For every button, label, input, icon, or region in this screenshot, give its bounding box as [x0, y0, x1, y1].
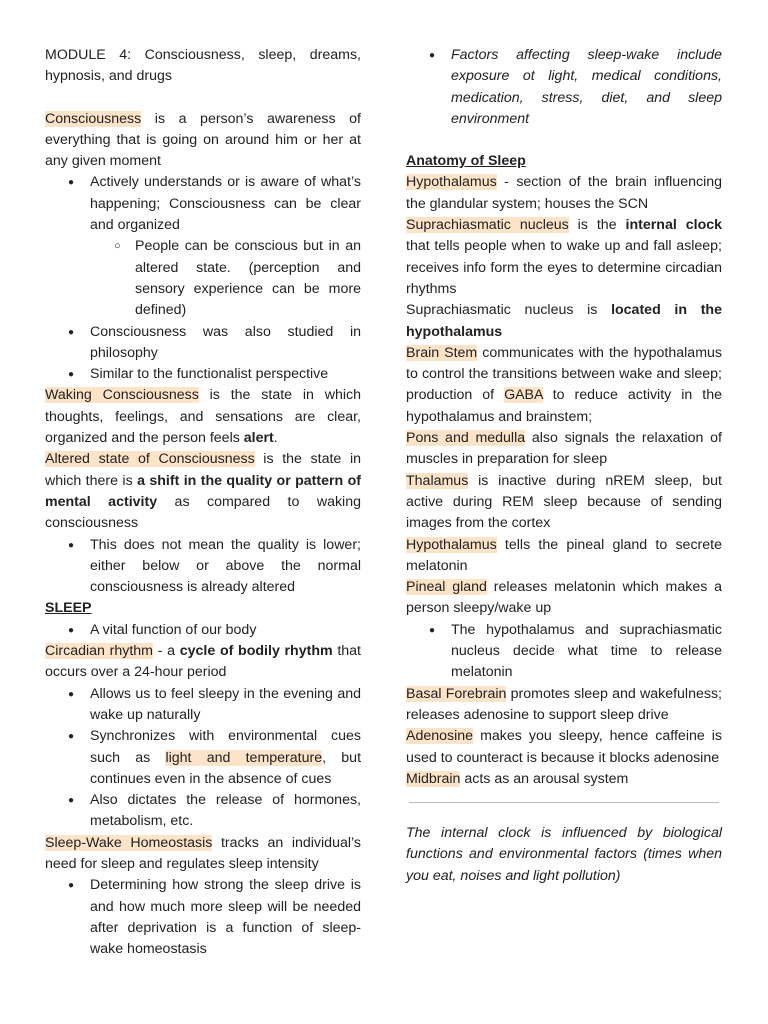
list-item: ● Consciousness was also studied in philosophy: [45, 322, 361, 365]
module-title: MODULE 4: Consciousness, sleep, dreams, hypnosis, and drugs: [45, 47, 361, 85]
right-column: [406, 45, 722, 887]
sub-bullets: [90, 236, 361, 321]
pineal-gland-entry: Pineal gland releases melatonin which makes a person sleepy/wake up: [406, 579, 722, 617]
consciousness-term: Consciousness: [45, 110, 142, 127]
midbrain-entry: Midbrain acts as an arousal system: [406, 770, 629, 787]
left-column: [45, 45, 361, 960]
divider: [409, 802, 719, 803]
circadian-definition: Circadian rhythm - a cycle of bodily rhythm that occurs over a 24-hour period: [45, 643, 361, 681]
list-item: ● Similar to the functionalist perspective: [45, 364, 361, 385]
altered-state-definition: Altered state of Consciousness is the state in which there is a shift in the quality or pattern of mental activity as compared to waking consciousness: [45, 451, 362, 532]
list-item: ● A vital function of our body: [45, 620, 361, 641]
sleep-bullets: [45, 620, 361, 641]
list-item: ● Determining how strong the sleep drive is and how much more sleep will be needed after deprivation is a function of sleep-wake homeostasis: [45, 875, 361, 960]
list-item: ● Factors affecting sleep-wake include exposure ot light, medical conditions, medication, stress, diet, and sleep environment: [406, 45, 722, 130]
brain-stem-entry: Brain Stem communicates with the hypothalamus to control the transitions between wake and sleep; production of GABA to reduce activity in the hypothalamus and brainstem;: [406, 344, 723, 425]
hypothalamus-melatonin-entry: Hypothalamus tells the pineal gland to secrete melatonin: [406, 536, 722, 574]
sleep-heading: SLEEP: [45, 600, 92, 617]
thalamus-entry: Thalamus is inactive during nREM sleep, but active during REM sleep because of sending images from the cortex: [406, 472, 722, 532]
list-item: ● Also dictates the release of hormones, metabolism, etc.: [45, 790, 361, 833]
list-item: ● Synchronizes with environmental cues such as light and temperature, but continues even in the absence of cues: [45, 726, 361, 790]
list-item: ○ People can be conscious but in an altered state. (perception and sensory experience can be more defined): [90, 236, 361, 321]
list-item: ● This does not mean the quality is lower; either below or above the normal consciousness is already altered: [45, 535, 361, 599]
consciousness-definition: Consciousness is a person’s awareness of everything that is going on around him or her at any given moment: [45, 110, 361, 170]
internal-clock-note: The internal clock is influenced by biological functions and environmental factors (times when you eat, noises and light pollution): [406, 825, 722, 884]
factors-bullets: [406, 45, 722, 130]
list-item: ● Allows us to feel sleepy in the evening and wake up naturally: [45, 684, 361, 727]
list-item: ● Actively understands or is aware of what’s happening; Consciousness can be clear and organized ○ People can be conscious but in an altered state. (perception and sensory experience can be more defined): [45, 172, 361, 321]
scn-entry: Suprachiasmatic nucleus is the internal clock that tells people when to wake up and fall asleep; receives info form the eyes to determine circadian rhythms: [406, 217, 723, 297]
homeostasis-bullets: [45, 875, 361, 960]
basal-forebrain-entry: Basal Forebrain promotes sleep and wakefulness; releases adenosine to support sleep drive: [406, 685, 722, 723]
adenosine-entry: Adenosine makes you sleepy, hence caffeine is used to counteract is because it blocks adenosine: [406, 728, 722, 766]
list-item: ● The hypothalamus and suprachiasmatic nucleus decide what time to release melatonin: [406, 620, 722, 684]
hypothalamus-entry: Hypothalamus - section of the brain influencing the glandular system; houses the SCN: [406, 174, 722, 212]
pons-medulla-entry: Pons and medulla also signals the relaxation of muscles in preparation for sleep: [406, 430, 722, 468]
pineal-bullets: [406, 620, 722, 684]
scn-location-entry: Suprachiasmatic nucleus is located in the hypothalamus: [406, 302, 722, 340]
anatomy-heading: Anatomy of Sleep: [406, 153, 526, 170]
waking-consciousness-definition: Waking Consciousness is the state in which thoughts, feelings, and sensations are clear, organized and the person feels alert.: [45, 387, 362, 447]
consciousness-bullets: [45, 172, 361, 385]
circadian-bullets: [45, 684, 361, 833]
altered-bullets: [45, 535, 361, 599]
homeostasis-definition: Sleep-Wake Homeostasis tracks an individual’s need for sleep and regulates sleep intensity: [45, 834, 361, 872]
